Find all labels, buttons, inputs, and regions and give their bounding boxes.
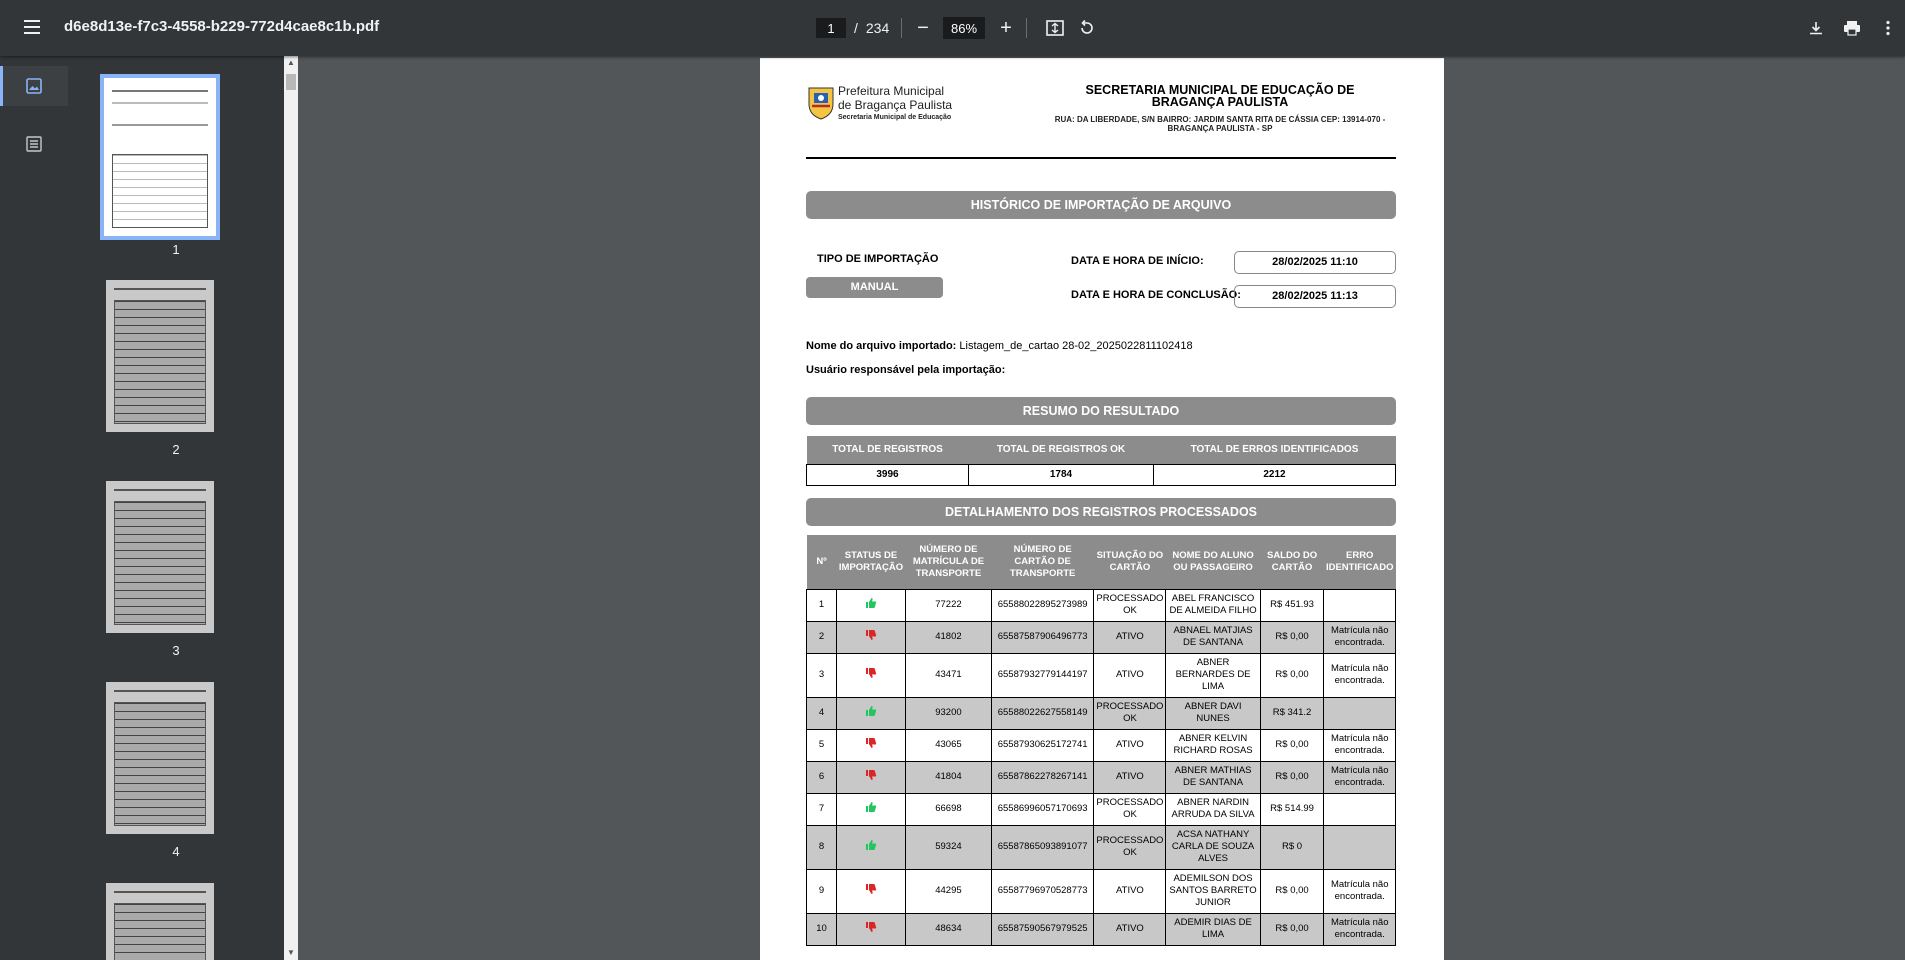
card-balance: R$ 0,00 — [1260, 913, 1324, 945]
table-row — [807, 621, 1396, 653]
download-icon — [1808, 20, 1824, 36]
thumbnail-mark — [114, 702, 206, 826]
import-status — [837, 729, 906, 761]
fit-to-page-icon — [1046, 20, 1064, 36]
toolbar-divider — [901, 18, 902, 38]
card-number: 65587587906496773 — [991, 621, 1094, 653]
thumbs-down-icon — [865, 630, 877, 644]
logo-subtitle: Secretaria Municipal de Educação — [838, 114, 952, 121]
page-thumbnail[interactable] — [104, 78, 216, 236]
detail-header: NOME DO ALUNO OU PASSAGEIRO — [1166, 535, 1260, 589]
end-label: DATA E HORA DE CONCLUSÃO: — [1071, 289, 1241, 301]
thumbs-down-icon — [865, 922, 877, 936]
card-balance: R$ 0,00 — [1260, 621, 1324, 653]
zoom-input[interactable] — [943, 17, 985, 39]
thumbnail-mark — [114, 300, 206, 424]
card-balance: R$ 0 — [1260, 825, 1324, 869]
thumbnail-mark — [112, 90, 208, 92]
enrollment-number: 43471 — [905, 653, 991, 697]
card-status: PROCESSADO OK — [1094, 589, 1166, 621]
thumbs-up-icon — [865, 802, 877, 816]
card-number: 65587796970528773 — [991, 869, 1094, 913]
thumbnail-label: 4 — [172, 844, 180, 859]
outline-view-button[interactable] — [0, 124, 68, 164]
passenger-name: ABNER MATHIAS DE SANTANA — [1166, 761, 1260, 793]
detail-header: ERRO IDENTIFICADO — [1324, 535, 1396, 589]
error-message: Matrícula não encontrada. — [1324, 913, 1396, 945]
imported-file-name: Listagem_de_cartao 28-02_2025022811102418 — [956, 340, 1193, 352]
row-number: 7 — [807, 793, 837, 825]
table-row — [807, 825, 1396, 869]
card-status: ATIVO — [1094, 729, 1166, 761]
row-number: 2 — [807, 621, 837, 653]
import-status — [837, 793, 906, 825]
table-row — [807, 697, 1396, 729]
thumbnail-scrollbar[interactable] — [284, 56, 298, 960]
error-message — [1324, 825, 1396, 869]
page-separator: / — [854, 20, 858, 36]
row-number: 9 — [807, 869, 837, 913]
passenger-name: ADEMIR DIAS DE LIMA — [1166, 913, 1260, 945]
zoom-in-button[interactable]: + — [1000, 16, 1012, 39]
import-status — [837, 761, 906, 793]
menu-icon[interactable] — [20, 16, 44, 40]
import-type-value: MANUAL — [806, 277, 943, 298]
thumbnail-mark — [114, 501, 206, 625]
document-title: d6e8d13e-f7c3-4558-b229-772d4cae8c1b.pdf — [64, 18, 380, 35]
row-number: 4 — [807, 697, 837, 729]
card-balance: R$ 451.93 — [1260, 589, 1324, 621]
summary-table — [806, 436, 1396, 486]
card-number: 65587590567979525 — [991, 913, 1094, 945]
summary-total: 3996 — [807, 464, 969, 485]
more-options-button[interactable] — [1874, 14, 1902, 42]
error-message: Matrícula não encontrada. — [1324, 653, 1396, 697]
page-navigator — [816, 16, 889, 40]
print-icon — [1843, 20, 1861, 36]
header-address: RUA: DA LIBERDADE, S/N BAIRRO: JARDIM SANTA RITA DE CÁSSIA CEP: 13914-070 - BRAGANÇA PAULISTA - SP — [1054, 115, 1386, 133]
toolbar-divider — [1026, 18, 1027, 38]
summary-ok: 1784 — [969, 464, 1154, 485]
image-icon — [26, 78, 42, 94]
enrollment-number: 59324 — [905, 825, 991, 869]
passenger-name: ABNAEL MATJIAS DE SANTANA — [1166, 621, 1260, 653]
import-status — [837, 697, 906, 729]
thumbnail-panel — [68, 56, 284, 960]
responsible-user-label: Usuário responsável pela importação: — [806, 364, 1006, 376]
detail-header: NÚMERO DE MATRÍCULA DE TRANSPORTE — [905, 535, 991, 589]
enrollment-number: 44295 — [905, 869, 991, 913]
thumbs-down-icon — [865, 738, 877, 752]
thumbnails-view-button[interactable] — [0, 66, 68, 106]
print-button[interactable] — [1838, 14, 1866, 42]
page-thumbnail[interactable] — [106, 280, 214, 432]
thumbnail-mark — [112, 124, 208, 126]
thumbs-down-icon — [865, 668, 877, 682]
card-status: PROCESSADO OK — [1094, 697, 1166, 729]
error-message — [1324, 793, 1396, 825]
table-row — [807, 761, 1396, 793]
start-datetime: 28/02/2025 11:10 — [1234, 251, 1396, 274]
import-status — [837, 653, 906, 697]
page-thumbnail[interactable] — [106, 883, 214, 960]
thumbnail-mark — [114, 288, 206, 290]
detail-table — [806, 535, 1396, 946]
enrollment-number: 41804 — [905, 761, 991, 793]
summary-header: TOTAL DE REGISTROS OK — [969, 436, 1154, 464]
import-status — [837, 825, 906, 869]
import-type-label: TIPO DE IMPORTAÇÃO — [817, 253, 939, 265]
thumbnail-label: 3 — [172, 643, 180, 658]
responsible-user-line — [806, 364, 1005, 376]
summary-header: TOTAL DE ERROS IDENTIFICADOS — [1154, 436, 1396, 464]
page-thumbnail[interactable] — [106, 682, 214, 834]
thumbs-down-icon — [865, 770, 877, 784]
scrollbar-thumb[interactable] — [286, 74, 296, 90]
table-row — [807, 589, 1396, 621]
card-number: 65587930625172741 — [991, 729, 1094, 761]
card-balance: R$ 0,00 — [1260, 869, 1324, 913]
end-datetime: 28/02/2025 11:13 — [1234, 285, 1396, 308]
passenger-name: ABNER DAVI NUNES — [1166, 697, 1260, 729]
import-status — [837, 913, 906, 945]
card-number: 65587932779144197 — [991, 653, 1094, 697]
passenger-name: ABNER BERNARDES DE LIMA — [1166, 653, 1260, 697]
thumbnail-mark — [114, 690, 206, 692]
logo-text — [838, 84, 952, 112]
summary-header: TOTAL DE REGISTROS — [807, 436, 969, 464]
error-message: Matrícula não encontrada. — [1324, 869, 1396, 913]
detail-table-body — [807, 589, 1396, 945]
scroll-up-icon[interactable]: ▲ — [287, 58, 295, 67]
passenger-name: ABNER KELVIN RICHARD ROSAS — [1166, 729, 1260, 761]
summary-errors: 2212 — [1154, 464, 1396, 485]
enrollment-number: 77222 — [905, 589, 991, 621]
card-number: 65587865093891077 — [991, 825, 1094, 869]
error-message: Matrícula não encontrada. — [1324, 621, 1396, 653]
card-number: 65588022895273989 — [991, 589, 1094, 621]
download-button[interactable] — [1802, 14, 1830, 42]
table-row — [807, 793, 1396, 825]
logo-line: Prefeitura Municipal — [838, 84, 945, 98]
enrollment-number: 43065 — [905, 729, 991, 761]
error-message — [1324, 589, 1396, 621]
passenger-name: ADEMILSON DOS SANTOS BARRETO JUNIOR — [1166, 869, 1260, 913]
thumbs-up-icon — [865, 840, 877, 854]
thumbs-down-icon — [865, 884, 877, 898]
table-row — [807, 913, 1396, 945]
thumbnail-mark — [112, 154, 208, 228]
rotate-icon — [1078, 19, 1096, 37]
error-message: Matrícula não encontrada. — [1324, 761, 1396, 793]
detail-header: STATUS DE IMPORTAÇÃO — [837, 535, 906, 589]
rotate-button[interactable] — [1073, 14, 1101, 42]
header-title: SECRETARIA MUNICIPAL DE EDUCAÇÃO DE BRAGANÇA PAULISTA — [1085, 83, 1355, 109]
card-balance: R$ 0,00 — [1260, 653, 1324, 697]
thumbnail-label: 1 — [172, 242, 180, 257]
detail-header: SALDO DO CARTÃO — [1260, 535, 1324, 589]
logo-line: de Bragança Paulista — [838, 98, 953, 112]
enrollment-number: 41802 — [905, 621, 991, 653]
detail-header: Nº — [807, 535, 837, 589]
import-status — [837, 589, 906, 621]
table-row — [807, 653, 1396, 697]
fit-page-button[interactable] — [1041, 14, 1069, 42]
thumbnail-mark — [112, 102, 208, 104]
error-message — [1324, 697, 1396, 729]
thumbnail-mark — [114, 903, 206, 960]
header-divider — [806, 157, 1396, 159]
card-balance: R$ 341.2 — [1260, 697, 1324, 729]
thumbs-up-icon — [865, 706, 877, 720]
enrollment-number: 48634 — [905, 913, 991, 945]
pdf-toolbar — [0, 0, 1905, 56]
import-status — [837, 869, 906, 913]
pdf-page — [760, 58, 1444, 960]
card-status: ATIVO — [1094, 653, 1166, 697]
page-thumbnail[interactable] — [106, 481, 214, 633]
thumbs-up-icon — [865, 598, 877, 612]
section-detail-header: DETALHAMENTO DOS REGISTROS PROCESSADOS — [806, 498, 1396, 526]
imported-file-line — [806, 340, 1193, 352]
row-number: 6 — [807, 761, 837, 793]
sidebar-rail — [0, 56, 68, 960]
row-number: 1 — [807, 589, 837, 621]
city-crest-icon — [806, 84, 836, 120]
import-status — [837, 621, 906, 653]
table-row — [807, 869, 1396, 913]
list-icon — [26, 136, 42, 152]
card-number: 65588022627558149 — [991, 697, 1094, 729]
zoom-out-button[interactable]: − — [917, 16, 929, 39]
page-number-input[interactable] — [816, 18, 846, 38]
row-number: 5 — [807, 729, 837, 761]
section-history-header: HISTÓRICO DE IMPORTAÇÃO DE ARQUIVO — [806, 191, 1396, 219]
thumbnail-mark — [114, 489, 206, 491]
imported-file-label: Nome do arquivo importado: — [806, 340, 957, 352]
card-status: ATIVO — [1094, 913, 1166, 945]
passenger-name: ABNER NARDIN ARRUDA DA SILVA — [1166, 793, 1260, 825]
row-number: 8 — [807, 825, 837, 869]
card-number: 65586996057170693 — [991, 793, 1094, 825]
card-balance: R$ 0,00 — [1260, 729, 1324, 761]
card-status: ATIVO — [1094, 869, 1166, 913]
enrollment-number: 93200 — [905, 697, 991, 729]
card-status: ATIVO — [1094, 621, 1166, 653]
detail-header: SITUAÇÃO DO CARTÃO — [1094, 535, 1166, 589]
card-balance: R$ 0,00 — [1260, 761, 1324, 793]
card-number: 65587862278267141 — [991, 761, 1094, 793]
thumbnail-mark — [114, 891, 206, 893]
start-label: DATA E HORA DE INÍCIO: — [1071, 255, 1204, 267]
enrollment-number: 66698 — [905, 793, 991, 825]
card-status: PROCESSADO OK — [1094, 793, 1166, 825]
card-balance: R$ 514.99 — [1260, 793, 1324, 825]
passenger-name: ACSA NATHANY CARLA DE SOUZA ALVES — [1166, 825, 1260, 869]
card-status: ATIVO — [1094, 761, 1166, 793]
total-pages: 234 — [865, 20, 890, 36]
passenger-name: ABEL FRANCISCO DE ALMEIDA FILHO — [1166, 589, 1260, 621]
card-status: PROCESSADO OK — [1094, 825, 1166, 869]
error-message: Matrícula não encontrada. — [1324, 729, 1396, 761]
section-summary-header: RESUMO DO RESULTADO — [806, 397, 1396, 425]
detail-header: NÚMERO DE CARTÃO DE TRANSPORTE — [991, 535, 1094, 589]
row-number: 10 — [807, 913, 837, 945]
row-number: 3 — [807, 653, 837, 697]
scroll-down-icon[interactable]: ▼ — [287, 948, 295, 957]
table-row — [807, 729, 1396, 761]
more-vert-icon — [1885, 20, 1891, 36]
thumbnail-label: 2 — [172, 442, 180, 457]
